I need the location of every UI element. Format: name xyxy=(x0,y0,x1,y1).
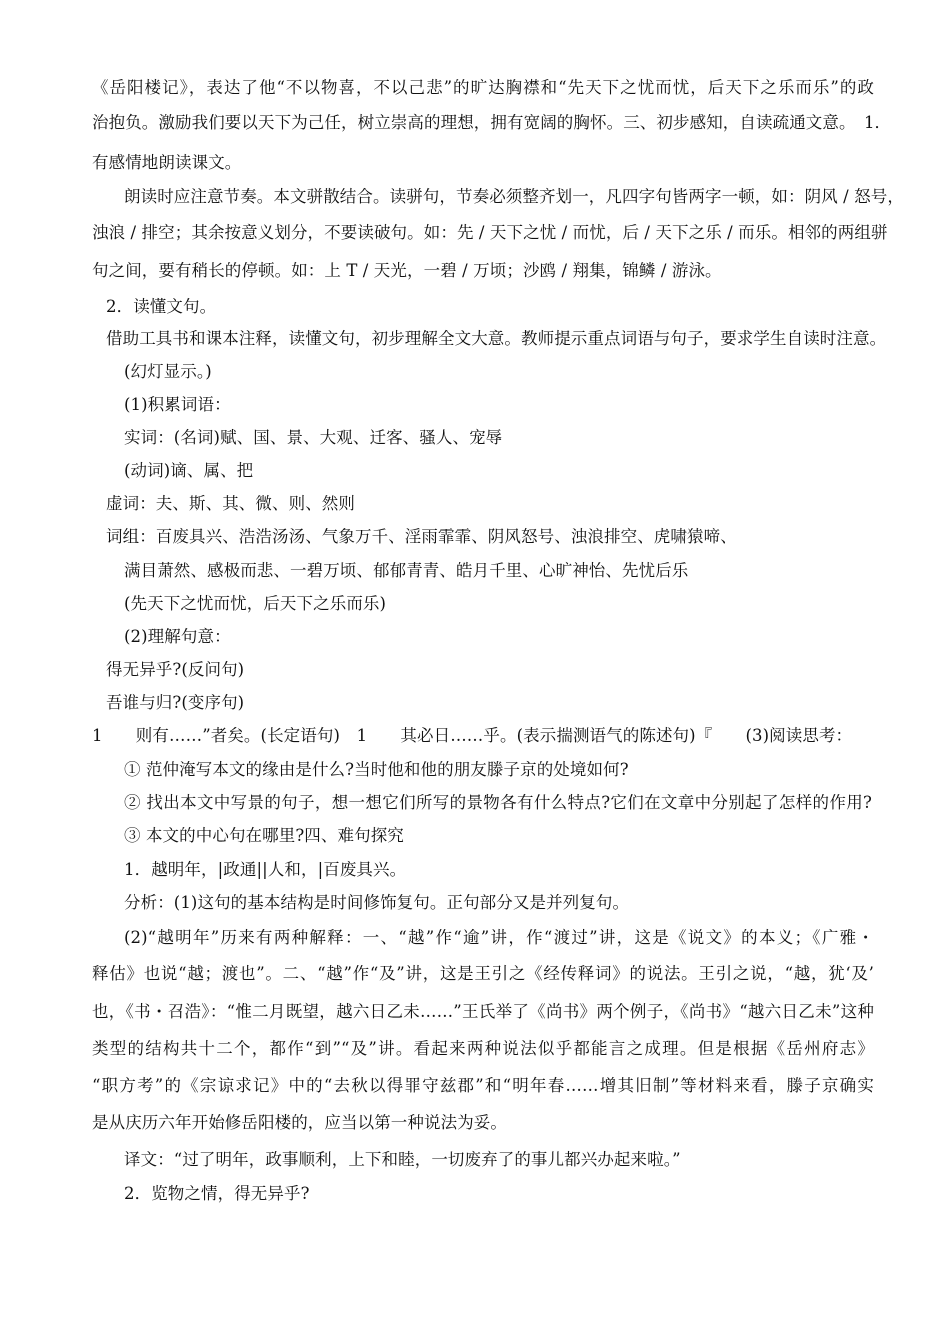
body-text-line: 治抱负。激励我们要以天下为己任，树立崇高的理想，拥有宽阔的胸怀。三、初步感知，自读疏通文意。 1． xyxy=(92,113,892,132)
body-text-line: 句之间，要有稍长的停顿。如：上 T / 天光，一碧 / 万顷；沙鸥 / 翔集，锦鳞 / 游泳。 xyxy=(92,261,722,280)
body-text-line: (幻灯显示。) xyxy=(124,362,212,381)
question-item: ③ 本文的中心句在哪里?四、难句探究 xyxy=(124,826,404,845)
sub-heading: (1)积累词语： xyxy=(124,395,231,414)
body-text-line: 是从庆历六年开始修岳阳楼的，应当以第一种说法为妥。 xyxy=(92,1113,507,1132)
body-text-line: (动词)谪、属、把 xyxy=(124,461,254,480)
body-text-line: 有感情地朗读课文。 xyxy=(92,153,242,172)
body-text-line: “职方考”的《宗谅求记》中的“去秋以得罪守兹郡”和“明年春……增其旧制”等材料来看，滕子京确实 xyxy=(92,1076,874,1095)
body-text-line: 《岳阳楼记》，表达了他“不以物喜，不以己悲”的旷达胸襟和“先天下之忧而忧，后天下之乐而乐”的政 xyxy=(92,78,874,97)
body-text-line: (2)“越明年”历来有两种解释：一、“越”作“逾”讲，作“渡过”讲，这是《说文》的本义；《广雅・ xyxy=(124,928,874,947)
body-text-line: 得无异乎?(反问句) xyxy=(106,660,245,679)
section-heading: 2．读懂文句。 xyxy=(106,297,217,316)
body-text-line: 类型的结构共十二个，都作“到”“及”讲。看起来两种说法似乎都能言之成理。但是根据《岳州府志》 xyxy=(92,1039,874,1058)
body-text-line: 释估》也说“越；渡也”。二、“越”作“及”讲，这是王引之《经传释词》的说法。王引之说，“越，犹‘及’ xyxy=(92,964,874,983)
body-text-line: 1 则有……”者矣。(长定语句) 1 其必日……乎。(表示揣测语气的陈述句)『 (3)阅读思考： xyxy=(92,726,853,745)
body-text-line: 实词：(名词)赋、国、景、大观、迁客、骚人、宠辱 xyxy=(124,428,503,447)
body-text-line: 分析：(1)这句的基本结构是时间修饰复句。正句部分又是并列复句。 xyxy=(124,893,630,912)
body-text-line: 浊浪 / 排空；其余按意义划分，不要读破句。如：先 / 天下之忧 / 而忧，后 / 天下之乐 / 而乐。相邻的两组骈 xyxy=(92,223,888,242)
body-text-line: 朗读时应注意节奏。本文骈散结合。读骈句，节奏必须整齐划一，凡四字句皆两字一顿，如：阴风 / 怒号， xyxy=(124,187,904,206)
body-text-line: 也，《书・召浩》：“惟二月既望，越六日乙未……”王氏举了《尚书》两个例子，《尚书》“越六日乙未”这种 xyxy=(92,1002,874,1021)
question-item: ② 找出本文中写景的句子，想一想它们所写的景物各有什么特点?它们在文章中分别起了怎样的作用? xyxy=(124,793,872,812)
body-text-line: 借助工具书和课本注释，读懂文句，初步理解全文大意。教师提示重点词语与句子，要求学生自读时注意。 xyxy=(106,329,887,348)
question-item: ① 范仲淹写本文的缘由是什么?当时他和他的朋友滕子京的处境如何? xyxy=(124,760,629,779)
sub-heading: (2)理解句意： xyxy=(124,627,231,646)
body-text-line: 1．越明年，|政通||人和，|百废具兴。 xyxy=(124,860,407,879)
body-text-line: 词组：百废具兴、浩浩汤汤、气象万千、淫雨霏霏、阴风怒号、浊浪排空、虎啸猿啼、 xyxy=(106,527,737,546)
body-text-line: 虚词：夫、斯、其、微、则、然则 xyxy=(106,494,355,513)
body-text-line: 吾谁与归?(变序句) xyxy=(106,693,245,712)
body-text-line: 译文：“过了明年，政事顺利，上下和睦，一切废弃了的事儿都兴办起来啦。” xyxy=(124,1150,681,1169)
body-text-line: (先天下之忧而忧，后天下之乐而乐) xyxy=(124,594,387,613)
body-text-line: 满目萧然、感极而悲、一碧万顷、郁郁青青、皓月千里、心旷神怡、先忧后乐 xyxy=(124,561,689,580)
section-heading: 2．览物之情，得无异乎? xyxy=(124,1184,310,1203)
